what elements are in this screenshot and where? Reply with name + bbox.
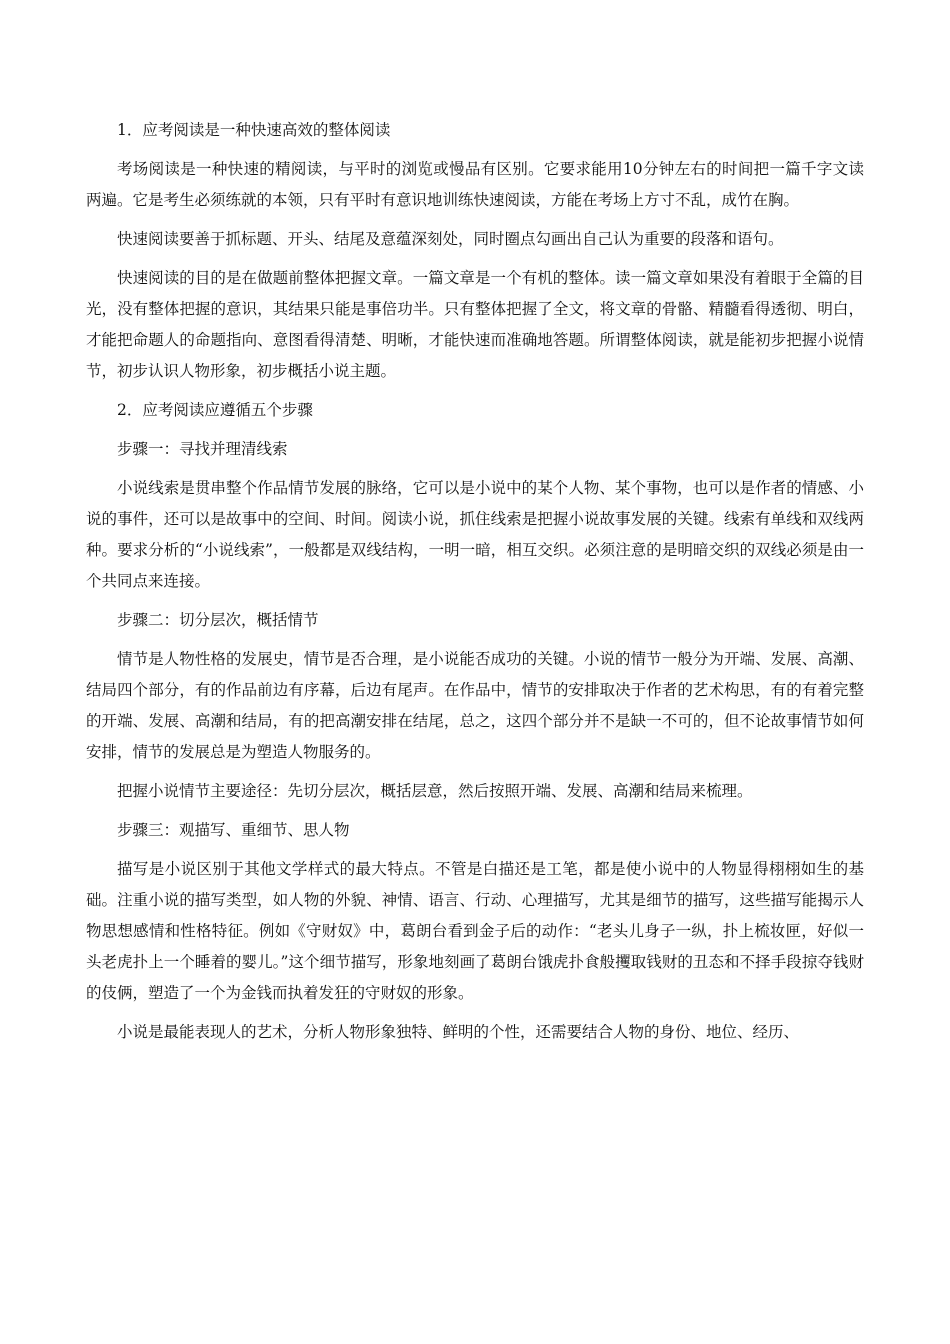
paragraph-exam-reading-intro: 考场阅读是一种快速的精阅读，与平时的浏览或慢品有区别。它要求能用10分钟左右的时间把一篇千字文读两遍。它是考生必须练就的本领，只有平时有意识地训练快速阅读，方能在考场上方寸不乱，成竹在胸。 — [86, 160, 864, 209]
paragraph-clues: 小说线索是贯串整个作品情节发展的脉络，它可以是小说中的某个人物、某个事物，也可以是作者的情感、小说的事件，还可以是故事中的空间、时间。阅读小说，抓住线索是把握小说故事发展的关键。线索有单线和双线两种。要求分析的“小说线索”，一般都是双线结构，一明一暗，相互交织。必须注意的是明暗交织的双线必须是由一个共同点来连接。 — [86, 479, 864, 590]
paragraph-description: 描写是小说区别于其他文学样式的最大特点。不管是白描还是工笔，都是使小说中的人物显得栩栩如生的基础。注重小说的描写类型，如人物的外貌、神情、语言、行动、心理描写，尤其是细节的描写，这些描写能揭示人物思想感情和性格特征。例如《守财奴》中，葛朗台看到金子后的动作：“老头儿身子一纵，扑上梳妆匣，好似一头老虎扑上一个睡着的婴儿。”这个细节描写，形象地刻画了葛朗台饿虎扑食般攫取钱财的丑态和不择手段掠夺钱财的伎俩，塑造了一个为金钱而执着发狂的守财奴的形象。 — [86, 860, 864, 1002]
section-heading-2: 2．应考阅读应遵循五个步骤 — [117, 401, 313, 419]
paragraph-fast-reading-tips: 快速阅读要善于抓标题、开头、结尾及意蕴深刻处，同时圈点勾画出自己认为重要的段落和语句。 — [117, 230, 784, 248]
paragraph-fast-reading-purpose: 快速阅读的目的是在做题前整体把握文章。一篇文章是一个有机的整体。读一篇文章如果没有着眼于全篇的目光，没有整体把握的意识，其结果只能是事倍功半。只有整体把握了全文，将文章的骨骼、精髓看得透彻、明白，才能把命题人的命题指向、意图看得清楚、明晰，才能快速而准确地答题。所谓整体阅读，就是能初步把握小说情节，初步认识人物形象，初步概括小说主题。 — [86, 269, 864, 380]
paragraph-character-analysis: 小说是最能表现人的艺术，分析人物形象独特、鲜明的个性，还需要结合人物的身份、地位、经历、 — [117, 1023, 800, 1041]
step-heading-3: 步骤三：观描写、重细节、思人物 — [117, 821, 350, 839]
paragraph-plot: 情节是人物性格的发展史，情节是否合理，是小说能否成功的关键。小说的情节一般分为开端、发展、高潮、结局四个部分，有的作品前边有序幕，后边有尾声。在作品中，情节的安排取决于作者的艺术构思，有的有着完整的开端、发展、高潮和结局，有的把高潮安排在结尾，总之，这四个部分并不是缺一不可的，但不论故事情节如何安排，情节的发展总是为塑造人物服务的。 — [86, 650, 864, 761]
step-heading-2: 步骤二：切分层次，概括情节 — [117, 611, 319, 629]
step-heading-1: 步骤一：寻找并理清线索 — [117, 440, 288, 458]
section-heading-1: 1．应考阅读是一种快速高效的整体阅读 — [117, 121, 391, 139]
paragraph-plot-method: 把握小说情节主要途径：先切分层次，概括层意，然后按照开端、发展、高潮和结局来梳理。 — [117, 782, 753, 800]
document-body — [86, 115, 864, 1056]
